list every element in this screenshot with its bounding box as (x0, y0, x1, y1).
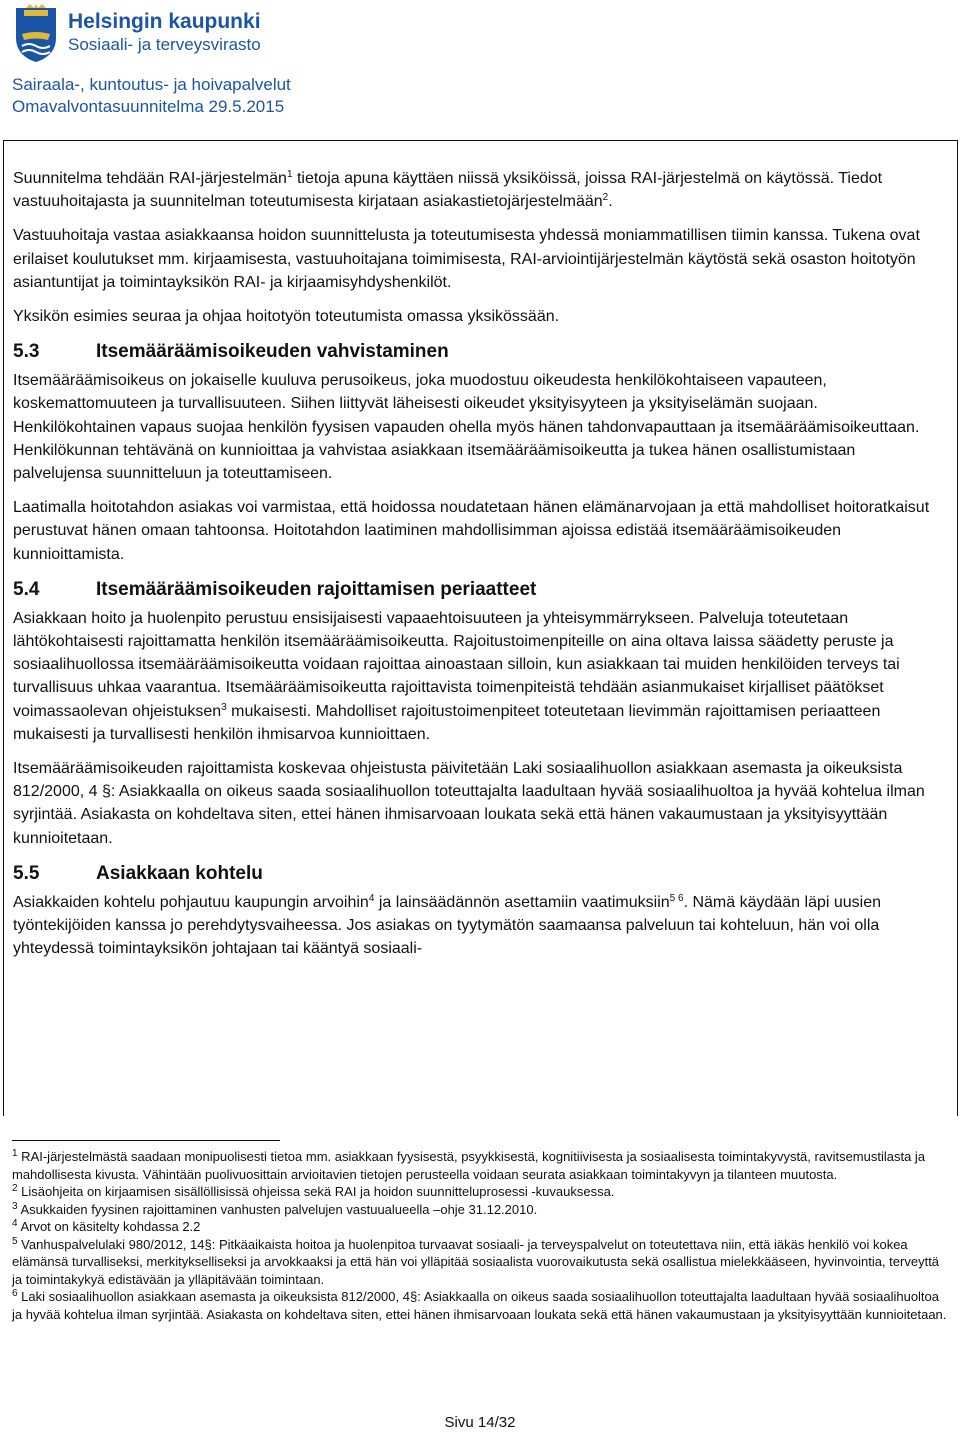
footnote-ref: 1 (286, 169, 293, 180)
content-frame (3, 140, 958, 1116)
section-heading-5-3: 5.3 Itsemääräämisoikeuden vahvistaminen (13, 341, 449, 363)
footnote-ref: 2 (602, 192, 609, 204)
footnote-ref: 5 6 (669, 892, 684, 904)
section-heading-5-5: 5.5 Asiakkaan kohtelu (13, 862, 263, 884)
org-name: Helsingin kaupunki (68, 10, 261, 33)
footnote-ref: 3 (221, 701, 227, 713)
document-title: Omavalvontasuunnitelma 29.5.2015 (12, 97, 285, 116)
unit-name: Sairaala-, kuntoutus- ja hoivapalvelut (12, 75, 291, 94)
section-5-4-paragraph-2: Itsemääräämisoikeuden rajoittamista koskevaa ohjeistusta päivitetään Laki sosiaalihuollon asiakkaan asemasta ja oikeuksista 812/2000, 4 §: Asiakkaalla on oikeus saada sosiaalihuollon toteuttajalta laadultaan hyvää sosiaalihuoltoa ja hyvää kohtelua ilman syrjintää. Asiakasta on kohdeltava siten, ettei hänen ihmisarvoaan loukata sekä että hänen vakaumustaan ja yksityisyyttään kunnioitetaan. (13, 760, 925, 847)
section-5-3-paragraph-2: Laatimalla hoitotahdon asiakas voi varmistaa, että hoidossa noudatetaan hänen elämänarvojaan ja että mahdolliset hoitoratkaisut perustuvat hänen omaan tahtoonsa. Hoitotahdon laatiminen mahdollisimman ajoissa edistää itsemääräämisoikeuden kunnioittamista. (13, 499, 930, 563)
department-name: Sosiaali- ja terveysvirasto (68, 35, 261, 54)
footnotes (12, 1148, 947, 1323)
page-number: Sivu 14/32 (444, 1414, 516, 1431)
intro-paragraph-3: Yksikön esimies seuraa ja ohjaa hoitotyön toteutumista omassa yksikössään. (13, 308, 560, 326)
helsinki-crest-icon (12, 4, 60, 64)
document-subheader (12, 74, 291, 118)
section-5-5-paragraph-1: Asiakkaiden kohtelu pohjautuu kaupungin arvoihin$^4$ ja lainsäädännön asettamiin vaatimuksiin$^{5 6}$. Nämä käydään läpi uusien työntekijöiden kanssa jo perehdytysvaiheessa. Jos asiakas on tyytymätön saamaansa palveluun tai kohteluun, hän voi olla yhteydessä toimintayksikön johtajaan tai kääntyä sosiaali- (13, 892, 882, 958)
section-5-3-paragraph-1: Itsemääräämisoikeus on jokaiselle kuuluva perusoikeus, joka muodostuu oikeudesta henkilökohtaiseen vapauteen, koskemattomuuteen ja turvallisuuteen. Siihen liittyvät läheisesti oikeudet yksityisyyteen ja yksityiselämän suojaan. Henkilökohtainen vapaus suojaa henkilön fyysisen vapauden ohella myös hänen tahdonvapauttaan ja itsemääräämisoikeuttaan. Henkilökunnan tehtävänä on kunnioittaa ja vahvistaa asiakkaan itsemääräämisoikeutta ja tukea hänen osallistumistaan palvelujensa suunnitteluun ja toteuttamiseen. (13, 372, 920, 483)
footnote-5: $^5$ Vanhuspalvelulaki 980/2012, 14§: Pitkäaikaista hoitoa ja huolenpitoa turvaavat sosiaali- ja terveyspalvelut on toteutettava niin, että iäkäs henkilö voi kokea elämänsä turvalliseksi, merkitykselliseksi ja arvokkaaksi ja että hän voi ylläpitää sosiaalista vuorovaikutusta sekä osallistua mielekkääseen, hyvinvointia, terveyttä ja toimintakykyä edistävään ja ylläpitävään toimintaan. (12, 1235, 940, 1287)
footnote-2: $^2$ Lisäohjeita on kirjaamisen sisällöllisissä ohjeissa sekä RAI ja hoidon suunnitteluprosessi -kuvauksessa. (12, 1183, 615, 1199)
footnote-6: $^6$ Laki sosiaalihuollon asiakkaan asemasta ja oikeuksista 812/2000, 4§: Asiakkaalla on oikeus saada sosiaalihuollon toteuttajalta laadultaan hyvää sosiaalihuoltoa ja hyvää kohtelua ilman syrjintää. Asiakasta on kohdeltava siten, ettei hänen ihmisarvoaan loukata sekä että hänen vakaumustaan ja yksityisyyttään kunnioitetaan. (12, 1288, 947, 1322)
intro-paragraph-1: Suunnitelma tehdään RAI-järjestelmän$^1$ tietoja apuna käyttäen niissä yksiköissä, joissa RAI-järjestelmä on käytössä. Tiedot vastuuhoitajasta ja suunnitelman toteutumisesta kirjataan asiakastietojärjestelmään$^2$. (13, 169, 883, 211)
footnote-ref: 4 (368, 892, 375, 904)
section-5-4-paragraph-1: Asiakkaan hoito ja huolenpito perustuu ensisijaisesti vapaaehtoisuuteen ja yhteisymmärrykseen. Palveluja toteutetaan lähtökohtaisesti rajoittamatta henkilön itsemääräämisoikeutta. Rajoitustoimenpiteille on aina oltava laissa säädetty peruste ja sosiaalihuollossa itsemääräämisoikeutta voidaan rajoittaa ainoastaan silloin, kun asiakkaan tai muiden henkilöiden terveys tai turvallisuus uhkaa vaarantua. Itsemääräämisoikeutta rajoittavista toimenpiteistä tehdään asianmukaiset kirjalliset päätökset voimassaolevan ohjeistuksen$^3$ mukaisesti. Mahdolliset rajoitustoimenpiteet toteutetaan lievimmän rajoittamisen periaatteen mukaisesti ja turvallisesti henkilön ihmisarvoa kunnioittaen. (13, 609, 900, 743)
intro-paragraph-2: Vastuuhoitaja vastaa asiakkaansa hoidon suunnittelusta ja toteutumisesta yhdessä moniammatillisen tiimin kanssa. Tukena ovat erilaiset koulutukset mm. kirjaamisesta, vastuuhoitajana toimimisesta, RAI-arviointijärjestelmän käytöstä sekä osaston hoitotyön asiantuntijat ja toimintayksikön RAI- ja kirjaamisyhdyshenkilöt. (13, 227, 920, 291)
page-header (12, 4, 612, 116)
footnote-4: $^4$ Arvot on käsitelty kohdassa 2.2 (12, 1218, 201, 1234)
footnote-1: $^1$ RAI-järjestelmästä saadaan monipuolisesti tietoa mm. asiakkaan fyysisestä, psyykkisestä, kognitiivisesta ja sosiaalisesta toimintakyvystä, ravitsemustilasta ja mahdollisesta kivusta. Vähintään puolivuosittain arvioitavien tietojen perusteella voidaan seurata asiakkaan toimintakyvyn ja tilanteen muutosta. (12, 1148, 926, 1182)
organization-block (68, 10, 261, 56)
body-text (13, 167, 945, 971)
footnote-separator (12, 1140, 280, 1141)
section-heading-5-4: 5.4 Itsemääräämisoikeuden rajoittamisen periaatteet (13, 578, 537, 600)
footnote-3: $^3$ Asukkaiden fyysinen rajoittaminen vanhusten palvelujen vastuualueella –ohje 31.12.2010. (12, 1200, 538, 1217)
